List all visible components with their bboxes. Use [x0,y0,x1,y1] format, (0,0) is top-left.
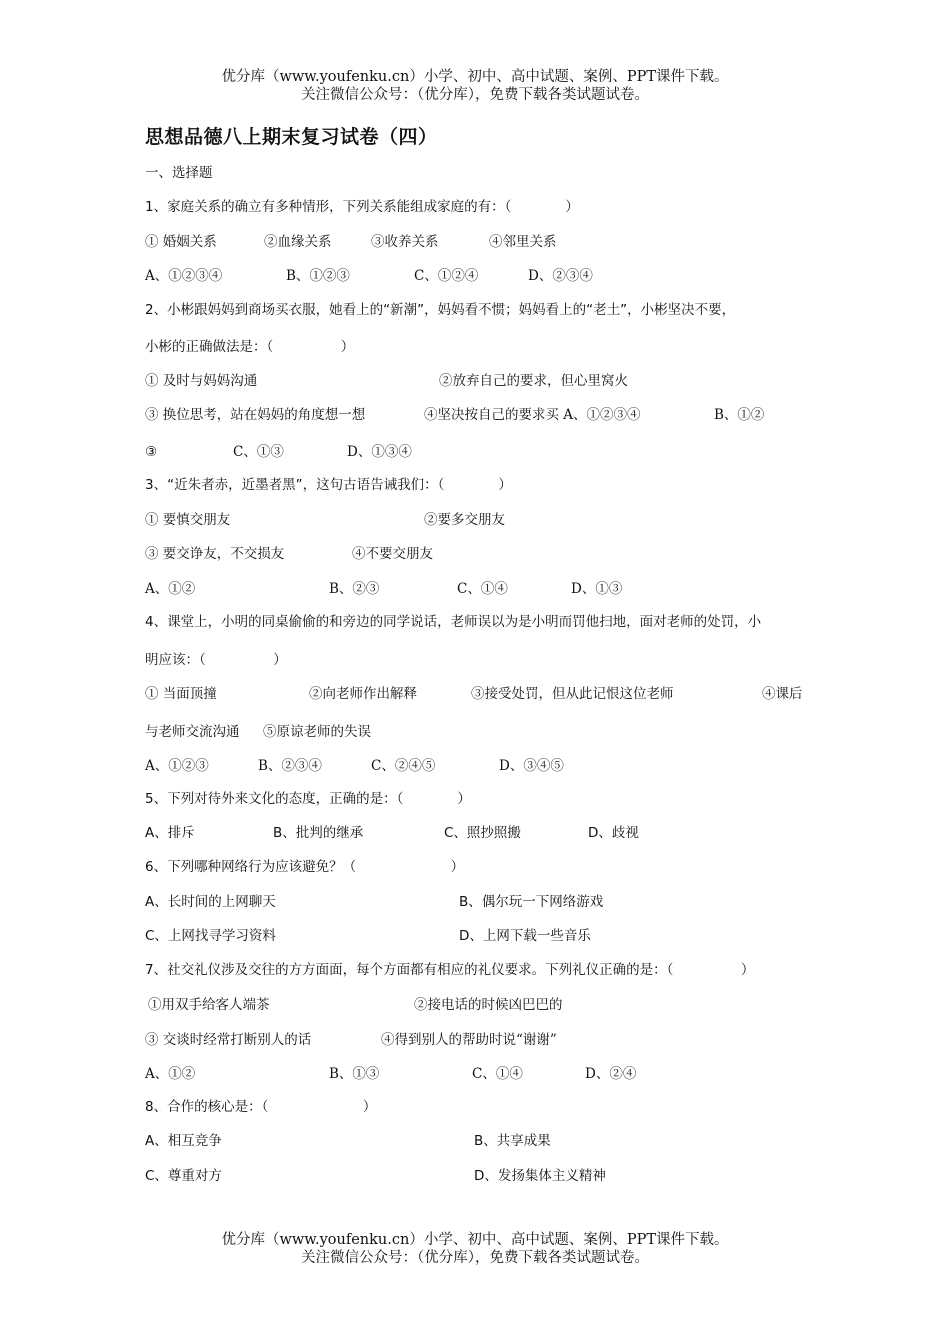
q7-item-3: ③ 交谈时经常打断别人的话 [145,1032,312,1048]
q3-item-2: ②要多交朋友 [424,512,505,528]
q6-option-b: B、偶尔玩一下网络游戏 [459,894,604,910]
q2-item-3: ③ 换位思考，站在妈妈的角度想一想 [145,407,366,423]
q4-item-4-cont: 与老师交流沟通 [145,724,240,740]
q1-item-3: ③收养关系 [371,234,439,250]
q6-option-a: A、长时间的上网聊天 [145,894,276,910]
q1-item-1: ① 婚姻关系 [145,234,217,250]
q7-item-4: ④得到别人的帮助时说“谢谢” [381,1032,557,1048]
q2-stem-line-1: 2、小彬跟妈妈到商场买衣服，她看上的“新潮”，妈妈看不惯；妈妈看上的“老土”，小彬坚决不要， [145,302,736,318]
q7-option-c: C、①④ [472,1066,523,1082]
header-line-1: 优分库（www.youfenku.cn）小学、初中、高中试题、案例、PPT课件下载。 [221,69,729,85]
page-title: 思想品德八上期末复习试卷（四） [145,126,438,148]
q4-stem-line-2: 明应该：（ ） [145,652,287,668]
q2-stem-line-2: 小彬的正确做法是：（ ） [145,339,355,355]
q1-option-a: A、①②③④ [145,268,223,284]
q7-option-a: A、①② [145,1066,196,1082]
q6-stem: 6、下列哪种网络行为应该避免？（ ） [145,859,465,875]
q5-option-d: D、歧视 [588,825,639,841]
footer-line-2: 关注微信公众号：（优分库），免费下载各类试题试卷。 [301,1250,649,1266]
q1-item-4: ④邻里关系 [489,234,557,250]
q2-item-2: ②放弃自己的要求，但心里窝火 [439,373,628,389]
q1-option-d: D、②③④ [528,268,593,284]
q7-item-2: ②接电话的时候凶巴巴的 [414,997,563,1013]
q2-item-1: ① 及时与妈妈沟通 [145,373,258,389]
section-heading: 一、选择题 [145,165,213,181]
q2-option-c: C、①③ [233,444,284,460]
header-line-2: 关注微信公众号：（优分库），免费下载各类试题试卷。 [301,87,649,103]
q7-option-b: B、①③ [329,1066,380,1082]
q4-option-b: B、②③④ [258,758,322,774]
q1-item-2: ②血缘关系 [264,234,332,250]
q8-option-d: D、发扬集体主义精神 [474,1168,606,1184]
q8-stem: 8、合作的核心是：（ ） [145,1099,377,1115]
q2-option-d: D、①③④ [347,444,412,460]
q4-item-3: ③接受处罚，但从此记恨这位老师 [471,686,674,702]
page-footer [0,1231,950,1267]
q7-option-d: D、②④ [585,1066,637,1082]
q5-option-b: B、批判的继承 [273,825,364,841]
q4-item-5: ⑤原谅老师的失误 [263,724,371,740]
q3-option-b: B、②③ [329,581,380,597]
q3-item-3: ③ 要交诤友，不交损友 [145,546,285,562]
q3-stem: 3、“近朱者赤，近墨者黑”，这句古语告诫我们：（ ） [145,477,512,493]
q1-option-c: C、①②④ [414,268,479,284]
q3-option-a: A、①② [145,581,196,597]
q1-option-b: B、①②③ [286,268,350,284]
q7-stem: 7、社交礼仪涉及交往的方方面面，每个方面都有相应的礼仪要求。下列礼仪正确的是：（ ） [145,962,755,978]
q4-item-2: ②向老师作出解释 [309,686,417,702]
q5-option-c: C、照抄照搬 [444,825,521,841]
q1-stem: 1、家庭关系的确立有多种情形，下列关系能组成家庭的有：（ ） [145,199,579,215]
q2-option-b-cont: ③ [145,444,158,460]
q5-stem: 5、下列对待外来文化的态度，正确的是：（ ） [145,791,471,807]
q4-stem-line-1: 4、课堂上，小明的同桌偷偷的和旁边的同学说话，老师误以为是小明而罚他扫地，面对老师的处罚，小 [145,614,762,630]
q4-option-c: C、②④⑤ [371,758,436,774]
q3-item-1: ① 要慎交朋友 [145,512,231,528]
q6-option-d: D、上网下载一些音乐 [459,928,591,944]
q4-option-d: D、③④⑤ [499,758,564,774]
footer-line-1: 优分库（www.youfenku.cn）小学、初中、高中试题、案例、PPT课件下载。 [221,1232,729,1248]
q3-option-d: D、①③ [571,581,623,597]
q8-option-c: C、尊重对方 [145,1168,222,1184]
q3-item-4: ④不要交朋友 [352,546,433,562]
q5-option-a: A、排斥 [145,825,195,841]
q7-item-1: ①用双手给客人端茶 [148,997,270,1013]
q4-item-4: ④课后 [762,686,803,702]
q6-option-c: C、上网找寻学习资料 [145,928,276,944]
q4-item-1: ① 当面顶撞 [145,686,217,702]
q2-option-b: B、①② [714,407,765,423]
q3-option-c: C、①④ [457,581,508,597]
q2-item-4-option-a: ④坚决按自己的要求买 A、①②③④ [424,407,641,423]
page-header [0,68,950,104]
q4-option-a: A、①②③ [145,758,209,774]
q8-option-a: A、相互竞争 [145,1133,222,1149]
q8-option-b: B、共享成果 [474,1133,551,1149]
